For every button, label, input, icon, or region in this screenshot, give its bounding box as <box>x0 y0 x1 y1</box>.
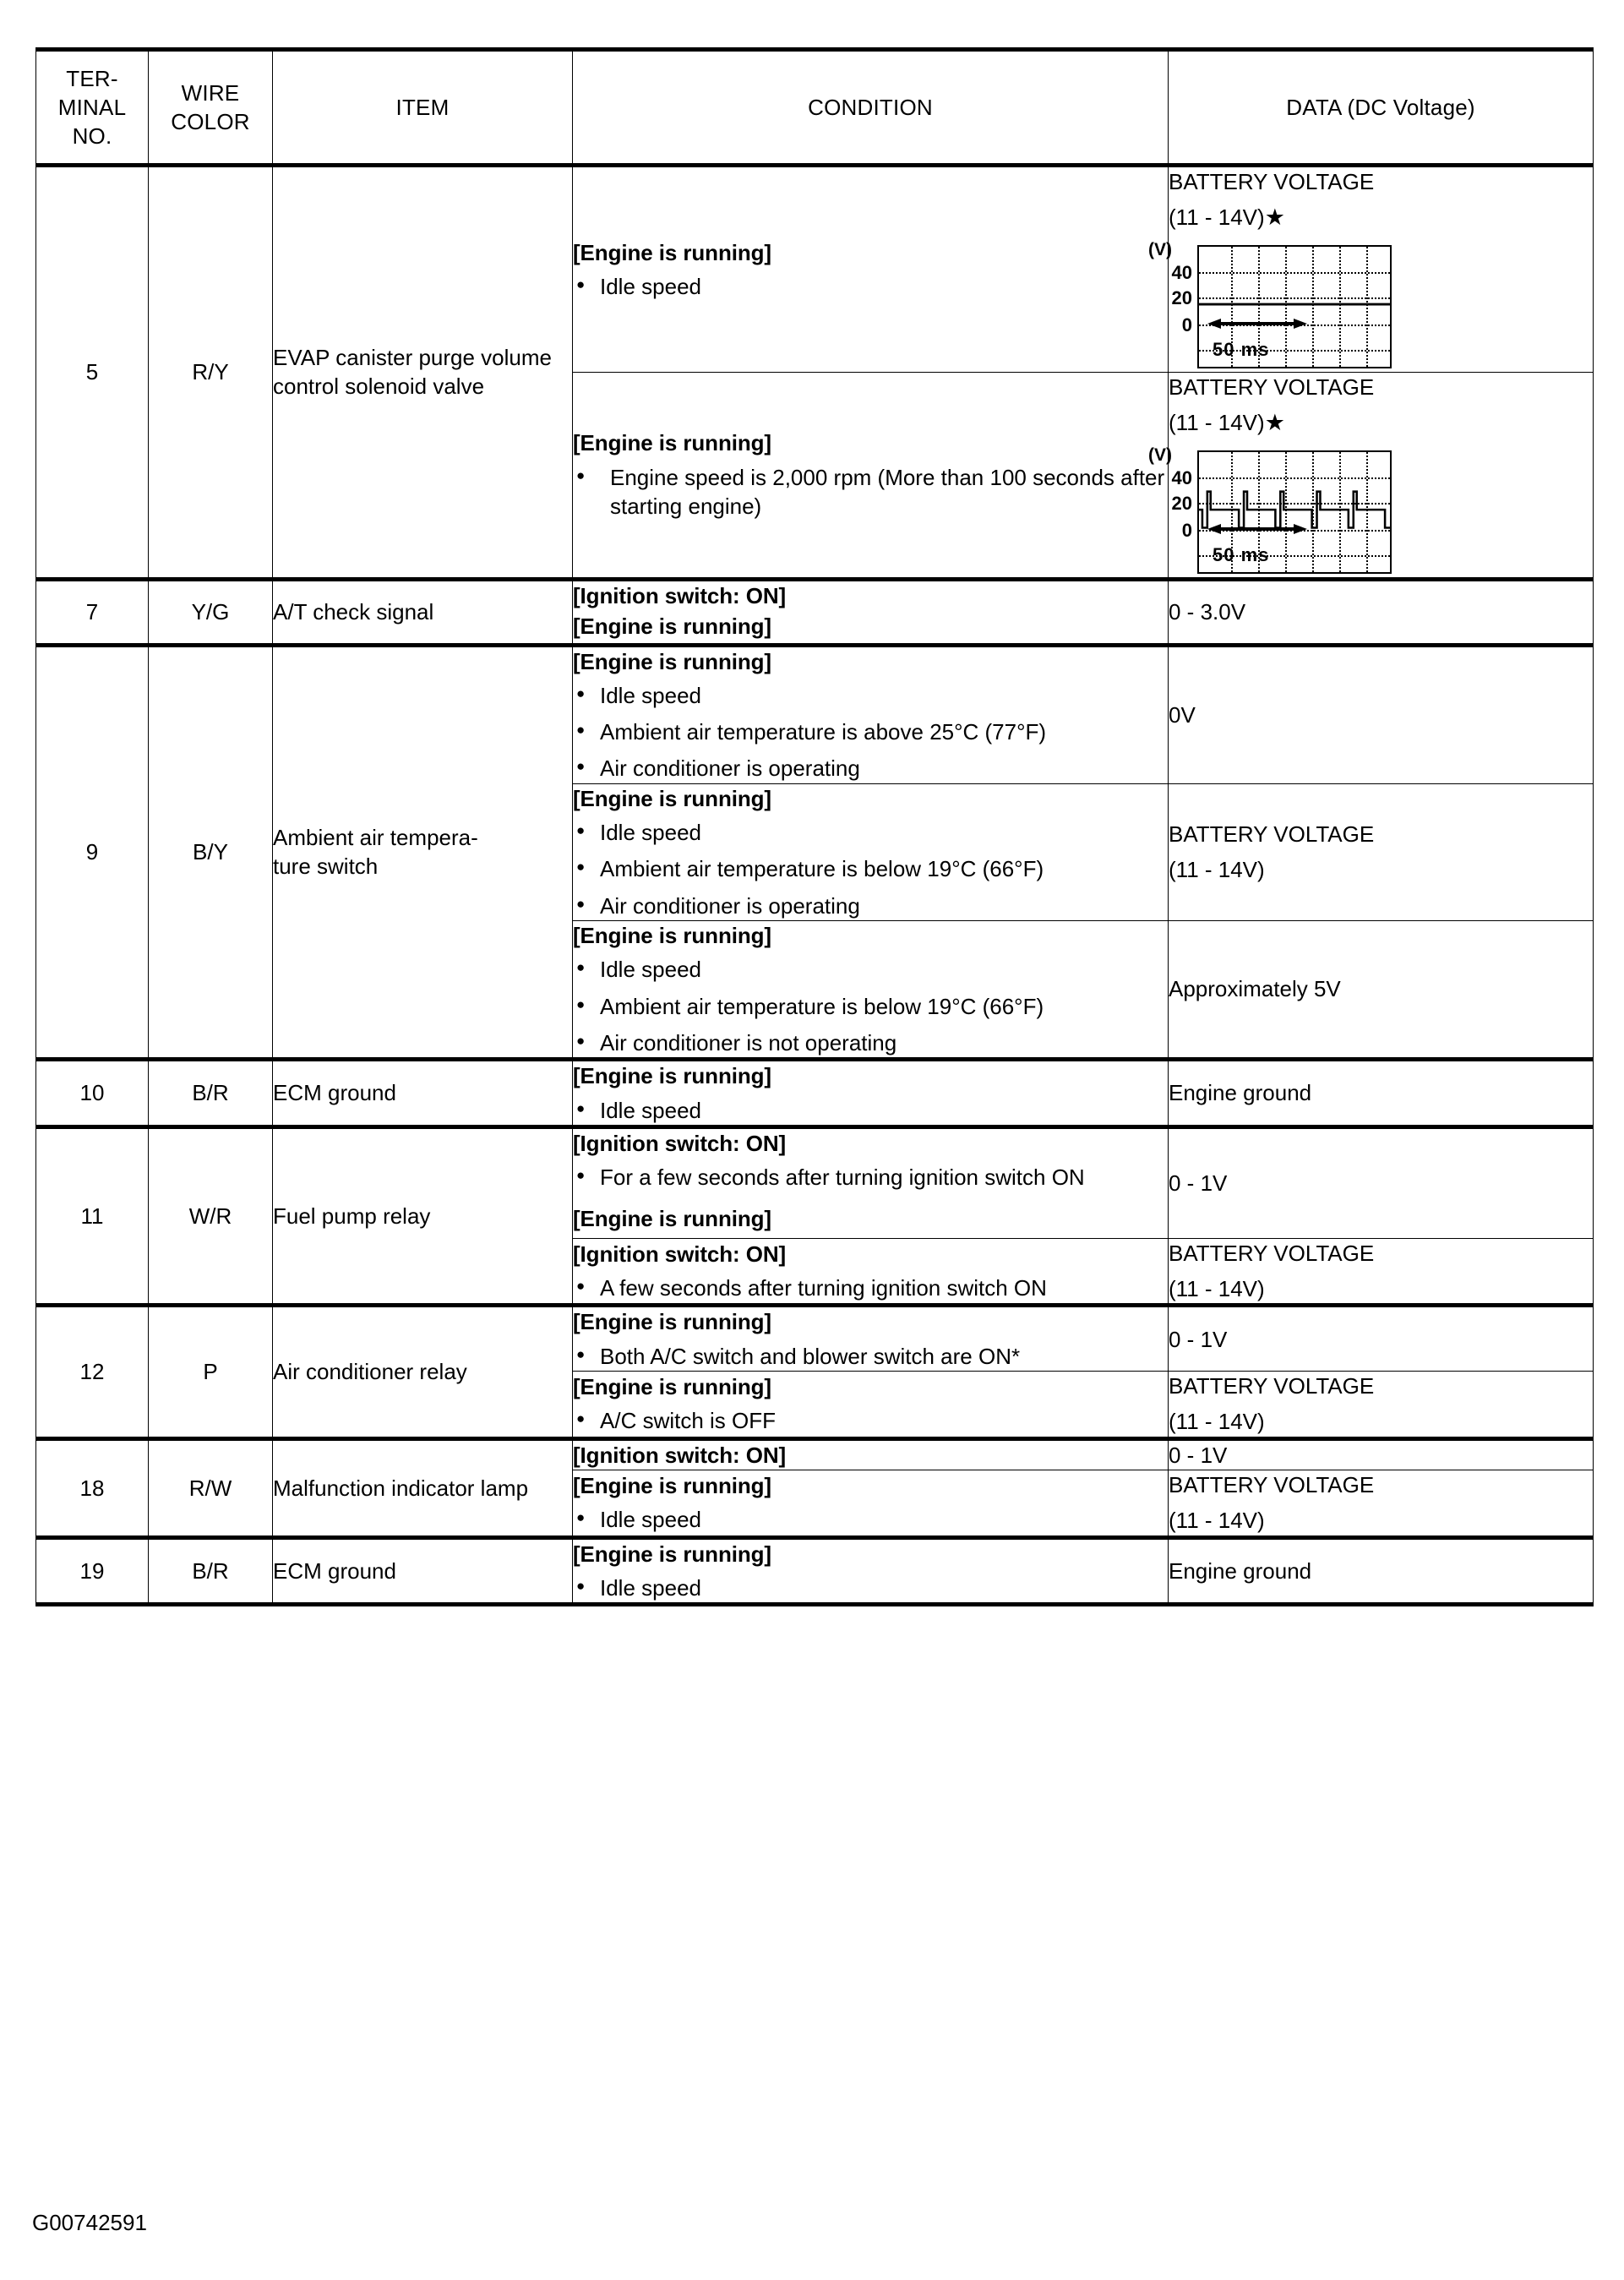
condition-heading: [Engine is running] <box>573 648 771 674</box>
star-icon: ★ <box>1264 410 1285 436</box>
condition-bullet-list <box>573 1163 1168 1192</box>
list-item: ● Ambient air temperature is below 19°C (66°F) <box>573 854 1168 883</box>
condition-heading: [Ignition switch: ON] <box>573 1241 787 1267</box>
cell-wire-color: R/Y <box>149 166 273 580</box>
data-voltage-title: BATTERY VOLTAGE <box>1169 1472 1375 1497</box>
scope-time-scale <box>1207 514 1309 567</box>
table-row <box>36 1306 1594 1372</box>
oscilloscope-figure-flat <box>1148 239 1392 368</box>
header-terminal-no <box>36 50 149 166</box>
cell-data <box>1169 1372 1594 1439</box>
list-item: ● Air conditioner is operating <box>573 892 1168 920</box>
cell-data <box>1169 921 1594 1060</box>
cell-condition <box>573 645 1169 783</box>
data-voltage-title: 0 - 1V <box>1169 1170 1228 1197</box>
cell-data <box>1169 1470 1594 1538</box>
condition-heading: [Engine is running] <box>573 923 771 948</box>
cell-condition <box>573 1438 1169 1470</box>
header-wire-color <box>149 50 273 166</box>
cell-condition <box>573 1060 1169 1127</box>
condition-heading: [Engine is running] <box>573 239 771 265</box>
data-voltage-title: 0 - 1V <box>1169 1442 1228 1468</box>
cell-terminal-no: 7 <box>36 579 149 645</box>
cell-data <box>1169 579 1594 645</box>
data-voltage-title: BATTERY VOLTAGE <box>1169 1373 1375 1399</box>
condition-heading: [Engine is running] <box>573 1374 771 1400</box>
cell-condition <box>573 1238 1169 1306</box>
cell-terminal-no: 12 <box>36 1306 149 1438</box>
table-row <box>36 166 1594 373</box>
scope-tick-40: 40 <box>1171 466 1192 488</box>
cell-data <box>1169 1060 1594 1127</box>
ecm-terminal-spec-table <box>35 47 1594 1606</box>
cell-wire-color: W/R <box>149 1126 273 1306</box>
list-item: ● Ambient air temperature is above 25°C (77°F) <box>573 717 1168 746</box>
data-voltage-range: (11 - 14V) <box>1169 1409 1265 1435</box>
cell-condition <box>573 1372 1169 1439</box>
list-item: ● Idle speed <box>573 818 1168 847</box>
condition-bullet-list <box>573 1342 1168 1371</box>
cell-terminal-no: 11 <box>36 1126 149 1306</box>
condition-bullet-list <box>573 1505 1168 1534</box>
cell-item: EVAP canister purge volume control solenoid valve <box>273 166 573 580</box>
condition-heading-secondary: [Engine is running] <box>573 1205 771 1231</box>
scope-y-axis-label: (V) <box>1148 445 1172 465</box>
cell-item: Malfunction indicator lamp <box>273 1438 573 1537</box>
data-voltage-title: 0V <box>1169 701 1196 728</box>
cell-condition <box>573 372 1169 579</box>
list-item: ● Idle speed <box>573 681 1168 710</box>
data-voltage-title: BATTERY VOLTAGE <box>1169 1240 1375 1266</box>
table-row <box>36 579 1594 645</box>
cell-wire-color: P <box>149 1306 273 1438</box>
condition-bullet-list <box>573 272 1168 301</box>
cell-item: A/T check signal <box>273 579 573 645</box>
cell-item: Fuel pump relay <box>273 1126 573 1306</box>
condition-bullet-list <box>573 1574 1168 1602</box>
data-voltage-title: BATTERY VOLTAGE <box>1169 169 1375 194</box>
data-voltage-title: Approximately 5V <box>1169 976 1341 1002</box>
list-item: ● A few seconds after turning ignition switch ON <box>573 1274 1168 1302</box>
table-row <box>36 1438 1594 1470</box>
scope-time-scale <box>1207 308 1309 362</box>
cell-item-line1: Ambient air tempera- <box>273 825 478 851</box>
condition-bullet-list <box>573 1096 1168 1125</box>
data-voltage-range-text: (11 - 14V) <box>1169 410 1265 436</box>
condition-bullet-list <box>573 955 1168 1057</box>
cell-wire-color: B/Y <box>149 645 273 1060</box>
cell-data <box>1169 1438 1594 1470</box>
table-row <box>36 645 1594 783</box>
data-voltage-range: (11 - 14V) <box>1169 857 1265 883</box>
data-voltage-title: 0 - 1V <box>1169 1326 1228 1352</box>
time-span-arrow-icon <box>1207 522 1307 536</box>
list-item: ● Idle speed <box>573 1505 1168 1534</box>
cell-condition <box>573 1470 1169 1538</box>
cell-data <box>1148 166 1594 373</box>
cell-data <box>1169 645 1594 783</box>
header-item: ITEM <box>273 50 573 166</box>
data-voltage-title: BATTERY VOLTAGE <box>1169 821 1375 848</box>
scope-tick-0: 0 <box>1181 519 1192 541</box>
data-voltage-range <box>1169 408 1593 439</box>
condition-heading: [Ignition switch: ON] <box>573 1442 787 1468</box>
condition-heading: [Engine is running] <box>573 785 771 811</box>
cell-data <box>1169 1238 1594 1306</box>
header-terminal-line3: NO. <box>72 123 112 150</box>
oscilloscope-figure-pulse <box>1148 445 1392 574</box>
cell-condition <box>573 166 1169 373</box>
list-item: ● For a few seconds after turning ignition switch ON <box>573 1163 1168 1192</box>
table-header-row <box>36 50 1594 166</box>
cell-terminal-no: 18 <box>36 1438 149 1537</box>
cell-data <box>1169 1306 1594 1372</box>
cell-terminal-no: 9 <box>36 645 149 1060</box>
cell-wire-color: R/W <box>149 1438 273 1537</box>
header-wire-line1: WIRE <box>181 79 240 106</box>
scope-tick-20: 20 <box>1171 286 1192 308</box>
list-item: ● Idle speed <box>573 955 1168 984</box>
list-item: ● A/C switch is OFF <box>573 1406 1168 1435</box>
list-item: ● Idle speed <box>573 1096 1168 1125</box>
star-icon: ★ <box>1264 205 1285 231</box>
condition-bullet-list <box>573 818 1168 920</box>
header-wire-line2: COLOR <box>171 109 250 134</box>
cell-condition <box>573 783 1169 920</box>
scope-y-axis-label: (V) <box>1148 239 1172 259</box>
table-row <box>36 1060 1594 1127</box>
list-item: ● Ambient air temperature is below 19°C (66°F) <box>573 992 1168 1021</box>
cell-condition <box>573 1306 1169 1372</box>
cell-data <box>1169 783 1594 920</box>
data-voltage-title: 0 - 3.0V <box>1169 599 1246 625</box>
cell-item-line2: ture switch <box>273 854 379 880</box>
list-item: ● Air conditioner is operating <box>573 754 1168 783</box>
cell-terminal-no: 5 <box>36 166 149 580</box>
condition-heading-secondary: [Engine is running] <box>573 614 771 640</box>
cell-item: ECM ground <box>273 1537 573 1605</box>
cell-condition <box>573 921 1169 1060</box>
table-row <box>36 1537 1594 1605</box>
scope-tick-40: 40 <box>1171 261 1192 283</box>
list-item: ● Engine speed is 2,000 rpm (More than 100 seconds after starting engine) <box>573 463 1168 521</box>
scope-grid-box <box>1197 245 1392 368</box>
cell-data <box>1148 372 1594 579</box>
condition-bullet-list <box>573 463 1168 521</box>
condition-heading: [Engine is running] <box>573 1473 771 1498</box>
condition-bullet-list <box>573 681 1168 783</box>
condition-bullet-list <box>573 1406 1168 1435</box>
header-condition: CONDITION <box>573 50 1169 166</box>
data-voltage-range-text: (11 - 14V) <box>1169 205 1265 231</box>
condition-bullet-list <box>573 1274 1168 1302</box>
condition-heading: [Engine is running] <box>573 1309 771 1335</box>
cell-condition <box>573 1537 1169 1605</box>
header-terminal-line2: MINAL <box>57 94 127 120</box>
data-voltage-title: Engine ground <box>1169 1557 1312 1584</box>
data-voltage-range: (11 - 14V) <box>1169 1508 1265 1534</box>
cell-wire-color: B/R <box>149 1060 273 1127</box>
list-item: ● Air conditioner is not operating <box>573 1028 1168 1057</box>
scope-grid-box <box>1197 450 1392 574</box>
cell-item: ECM ground <box>273 1060 573 1127</box>
cell-condition <box>573 579 1169 645</box>
cell-condition <box>573 1126 1169 1238</box>
cell-data <box>1169 1537 1594 1605</box>
cell-wire-color: B/R <box>149 1537 273 1605</box>
cell-terminal-no: 10 <box>36 1060 149 1127</box>
scope-time-label: 50 ms <box>1213 338 1270 360</box>
data-voltage-title: Engine ground <box>1169 1080 1312 1106</box>
cell-terminal-no: 19 <box>36 1537 149 1605</box>
header-data: DATA (DC Voltage) <box>1169 50 1594 166</box>
table-row <box>36 1126 1594 1238</box>
cell-wire-color: Y/G <box>149 579 273 645</box>
condition-heading: [Engine is running] <box>573 430 771 456</box>
scope-tick-0: 0 <box>1181 314 1192 335</box>
condition-heading: [Ignition switch: ON] <box>573 582 787 608</box>
data-voltage-range <box>1169 203 1593 233</box>
data-voltage-range: (11 - 14V) <box>1169 1276 1265 1302</box>
cell-item: Air conditioner relay <box>273 1306 573 1438</box>
scope-time-label: 50 ms <box>1213 543 1270 565</box>
cell-data <box>1169 1126 1594 1238</box>
scope-tick-20: 20 <box>1171 492 1192 514</box>
time-span-arrow-icon <box>1207 317 1307 330</box>
condition-heading: [Engine is running] <box>573 1541 771 1567</box>
header-terminal-line1: TER- <box>66 65 118 91</box>
list-item: ● Idle speed <box>573 272 1168 301</box>
list-item: ● Idle speed <box>573 1574 1168 1602</box>
condition-heading: [Ignition switch: ON] <box>573 1130 787 1156</box>
cell-item <box>273 645 573 1060</box>
condition-heading: [Engine is running] <box>573 1063 771 1089</box>
data-voltage-title: BATTERY VOLTAGE <box>1169 374 1375 400</box>
list-item: ● Both A/C switch and blower switch are ON* <box>573 1342 1168 1371</box>
figure-reference-code: G00742591 <box>32 2210 147 2235</box>
